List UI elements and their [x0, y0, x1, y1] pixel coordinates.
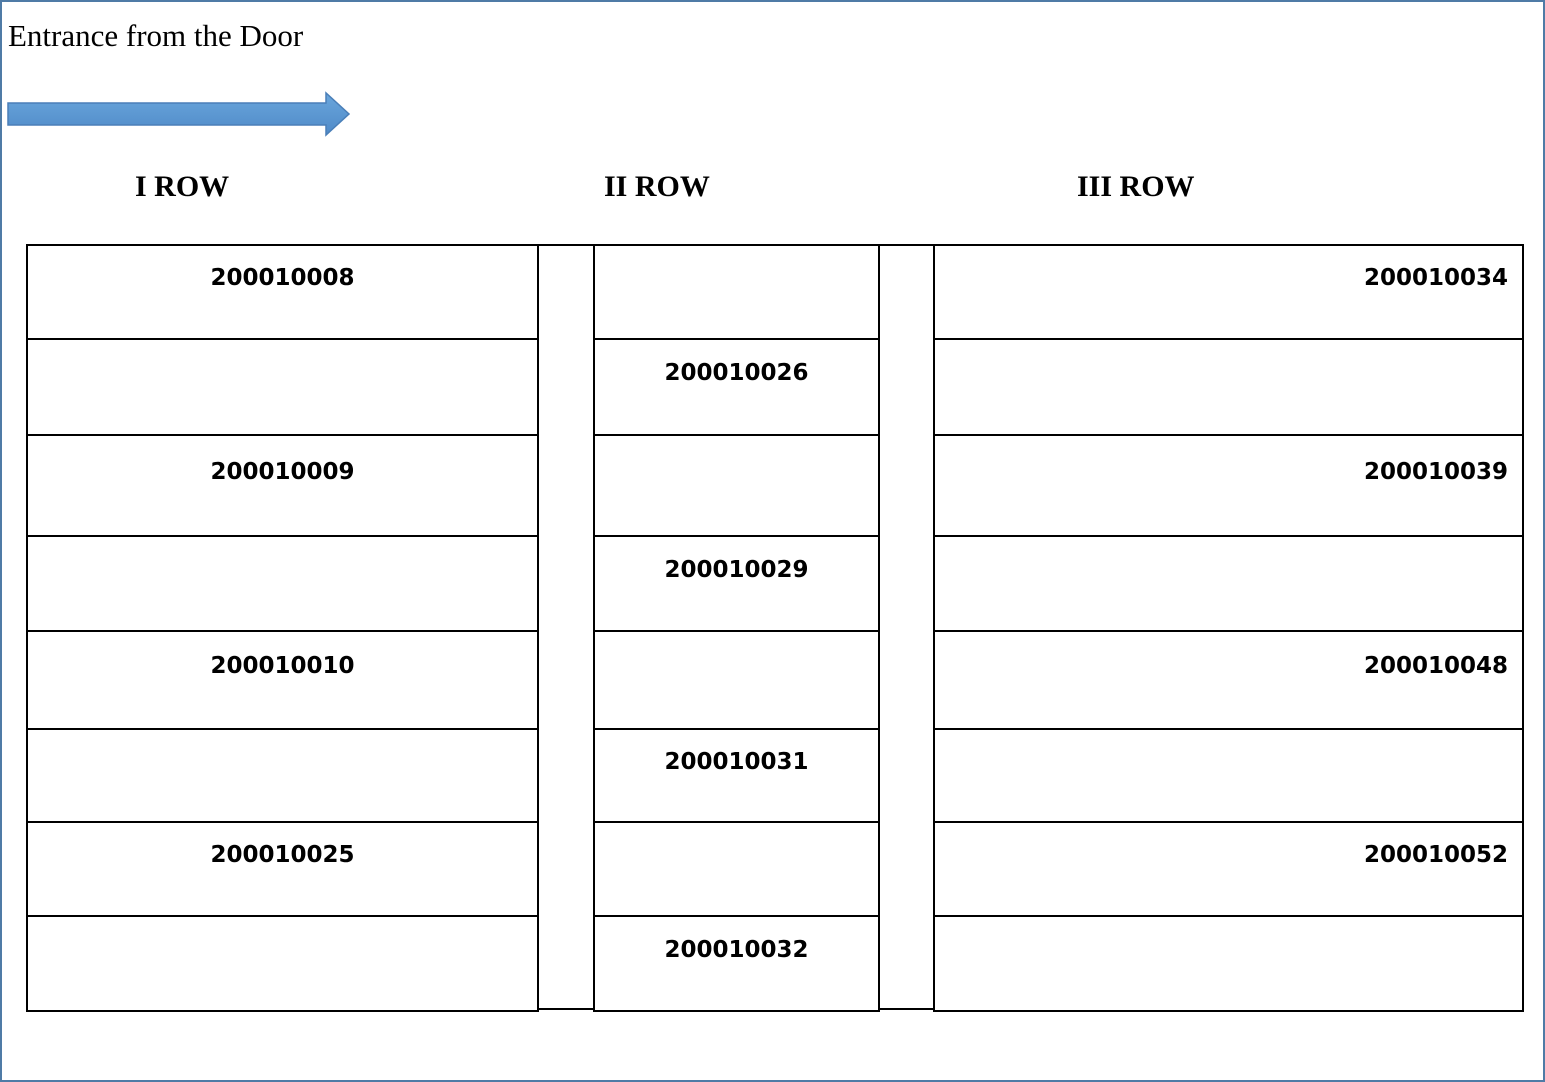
seat-number: 200010009	[210, 458, 355, 485]
seat-number: 200010031	[664, 748, 809, 775]
seat-cell	[934, 339, 1523, 435]
seat-number: 200010039	[1363, 458, 1508, 485]
seat-row-2	[593, 244, 880, 1012]
seat-cell	[934, 822, 1523, 916]
seat-cell	[934, 536, 1523, 631]
seat-number: 200010025	[210, 842, 355, 868]
seat-number: 200010010	[210, 653, 355, 679]
seat-cell	[27, 729, 538, 822]
seat-number: 200010048	[1363, 653, 1508, 679]
seat-number: 200010029	[664, 556, 809, 583]
seat-row-1	[26, 244, 539, 1012]
seat-cell	[27, 822, 538, 916]
seat-cell	[27, 339, 538, 435]
seat-cell	[594, 916, 879, 1011]
seat-cell	[594, 536, 879, 631]
row-heading-1: I ROW	[135, 170, 230, 203]
seat-cell	[27, 536, 538, 631]
seat-cell	[934, 916, 1523, 1011]
seat-number: 200010026	[664, 360, 809, 386]
seat-cell	[594, 245, 879, 339]
page-title: Entrance from the Door	[8, 18, 304, 53]
seat-cell	[594, 822, 879, 916]
seat-cell	[934, 631, 1523, 729]
seat-cell	[27, 916, 538, 1011]
seat-number: 200010052	[1363, 842, 1508, 868]
seat-cell	[27, 245, 538, 339]
seat-cell	[27, 631, 538, 729]
seat-cell	[594, 339, 879, 435]
seat-cell	[27, 435, 538, 536]
seat-cell	[594, 631, 879, 729]
right-arrow-icon	[6, 90, 351, 138]
seat-number: 200010008	[210, 265, 355, 291]
row-heading-3: III ROW	[1077, 170, 1195, 203]
row-heading-2: II ROW	[604, 170, 710, 203]
aisle-1	[538, 244, 594, 1010]
seat-number: 200010034	[1363, 265, 1508, 291]
seat-cell	[934, 245, 1523, 339]
aisle-2	[879, 244, 934, 1010]
seat-cell	[594, 435, 879, 536]
seat-row-3	[933, 244, 1524, 1012]
seat-cell	[934, 729, 1523, 822]
seat-cell	[934, 435, 1523, 536]
seat-number: 200010032	[664, 936, 809, 963]
seat-cell	[594, 729, 879, 822]
